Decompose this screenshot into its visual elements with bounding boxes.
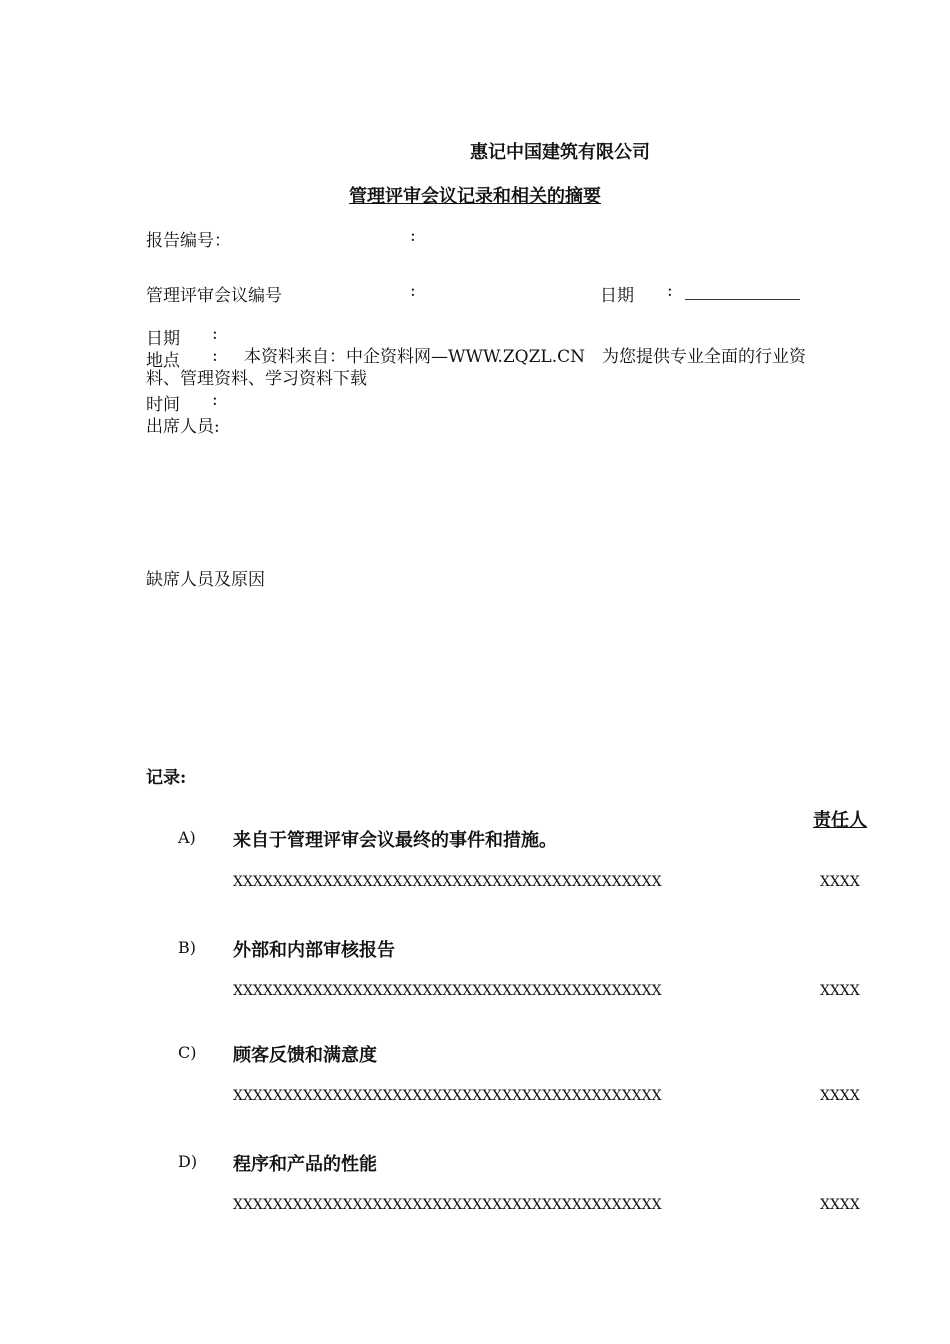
time-colon: : xyxy=(212,390,218,410)
section-letter: C) xyxy=(178,1043,197,1062)
date-right-blank[interactable] xyxy=(685,285,800,304)
section-content: XXXXXXXXXXXXXXXXXXXXXXXXXXXXXXXXXXXXXXXXXXX xyxy=(233,874,662,890)
company-name: 惠记中国建筑有限公司 xyxy=(470,142,650,163)
section-title: 程序和产品的性能 xyxy=(233,1154,377,1175)
meeting-no-label: 管理评审会议编号 xyxy=(146,286,282,306)
responsible-header: 责任人 xyxy=(813,810,867,831)
section-title: 来自于管理评审会议最终的事件和措施。 xyxy=(233,830,557,851)
section-owner: XXXX xyxy=(820,1088,860,1104)
place-label: 地点 xyxy=(146,351,180,371)
place-colon: : xyxy=(212,346,218,366)
section-content: XXXXXXXXXXXXXXXXXXXXXXXXXXXXXXXXXXXXXXXXXXX xyxy=(233,1088,662,1104)
date-colon: : xyxy=(212,324,218,344)
section-title: 外部和内部审核报告 xyxy=(233,940,395,961)
section-letter: B) xyxy=(178,938,196,957)
date-right-label: 日期 xyxy=(600,286,634,306)
section-letter: D) xyxy=(178,1152,198,1171)
report-no-label: 报告编号： xyxy=(146,231,231,251)
date-label: 日期 xyxy=(146,329,180,349)
section-owner: XXXX xyxy=(820,1197,860,1213)
meeting-no-colon: : xyxy=(410,281,416,301)
section-content: XXXXXXXXXXXXXXXXXXXXXXXXXXXXXXXXXXXXXXXXXXX xyxy=(233,983,662,999)
place-text: 本资料来自：中企资料网—WWW.ZQZL.CN 为您提供专业全面的行业资料、管理资料、学习资料下载 xyxy=(146,347,806,389)
report-no-colon: : xyxy=(410,226,416,246)
section-content: XXXXXXXXXXXXXXXXXXXXXXXXXXXXXXXXXXXXXXXXXXX xyxy=(233,1197,662,1213)
section-owner: XXXX xyxy=(820,983,860,999)
section-letter: A) xyxy=(178,828,196,847)
time-label: 时间 xyxy=(146,395,180,415)
record-label: 记录: xyxy=(146,768,187,788)
section-title: 顾客反馈和满意度 xyxy=(233,1045,377,1066)
absent-label: 缺席人员及原因 xyxy=(146,570,265,590)
date-right-colon: : xyxy=(667,281,673,301)
section-owner: XXXX xyxy=(820,874,860,890)
attendees-label: 出席人员: xyxy=(146,417,220,437)
document-title: 管理评审会议记录和相关的摘要 xyxy=(349,186,601,207)
